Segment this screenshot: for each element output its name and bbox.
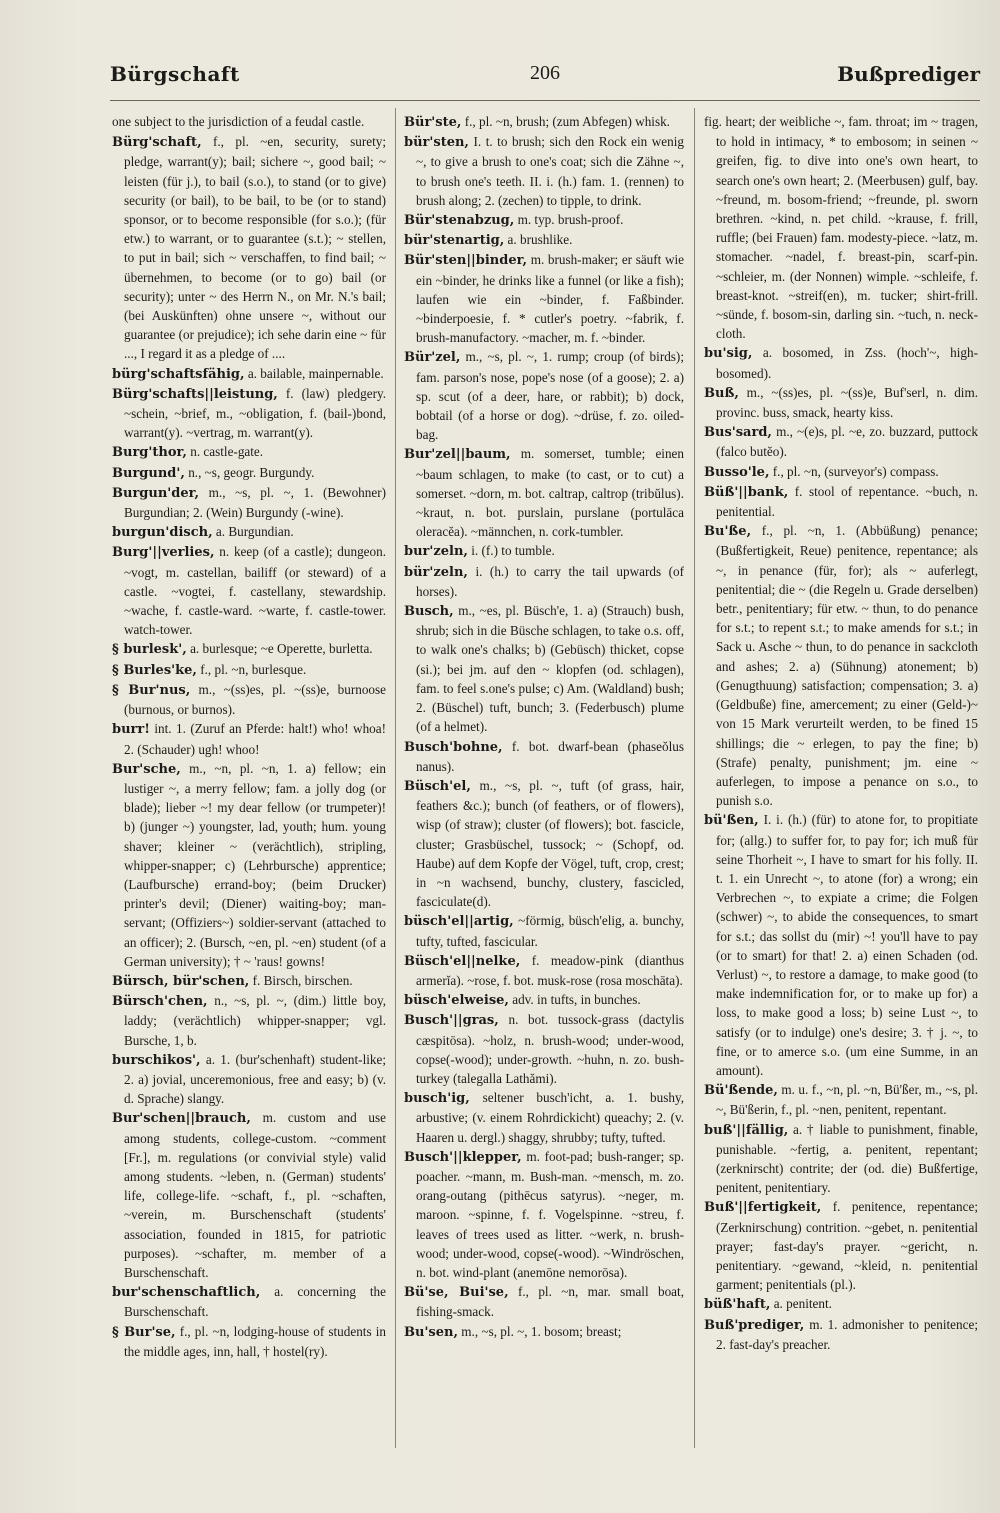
- dictionary-entry: [404, 1322, 684, 1342]
- entry-definition: f. meadow-pink (dianthus armerĭa). ~rose, f. bot. musk-rose (rosa moschāta).: [416, 952, 684, 988]
- entry-headword: buß'||fällig,: [704, 1122, 789, 1138]
- dictionary-entry: [404, 601, 684, 736]
- header-rule: [110, 100, 980, 101]
- entry-headword: bur'schenschaftlich,: [112, 1285, 261, 1301]
- entry-headword: Bur'sche,: [112, 761, 181, 777]
- entry-headword: Bür'ste,: [404, 115, 462, 130]
- entry-definition: m., ~(ss)es, pl. ~(ss)e, Buf'serl, n. dim. provinc. buss, smack, hearty kiss.: [716, 384, 978, 421]
- entry-definition: a. 1. (bur'schenhaft) student-like; 2. a) jovial, unceremonious, free and easy; b) (v. d. Sprache) slangy.: [124, 1051, 386, 1107]
- entry-definition: n., ~s, pl. ~, (dim.) little boy, laddy; (verächtlich) whipper-snapper; vgl. Bursche, 1, b.: [124, 993, 386, 1048]
- entry-definition: f. penitence, repentance; (Zerknirschung) contrition. ~gebet, n. penitential prayer; fast-day's prayer. ~gericht, n. penitentiary. ~gewand, ~kleid, n. penitential garment; penitentials (pl.).: [716, 1199, 978, 1293]
- entry-headword: Buß'prediger,: [704, 1317, 805, 1333]
- column-divider: [694, 108, 695, 1448]
- entry-definition: f., pl. ~n, (surveyor's) compass.: [772, 463, 939, 479]
- entry-headword: Buß,: [704, 385, 739, 401]
- entry-definition: f., pl. ~en, security, surety; pledge, warrant(y); bail; sichere ~, good bail; ~ leisten (für j.), to bail (s.o.), to stand (or to give) security (or bail), to be bail, to be (or to stand) sponsor, or to become responsible (for s.o.); (für etw.) to warrant, or to guarantee (s.t.); ~ stellen, to put in bail; sich ~ verschaffen, to find bail; ~ übernehmen, to become (or to go) bail (or security); unter ~ des Herrn N., on Mr. N.'s bail; (bei Auskünften) ohne unsere ~, without our guarantee (or prejudice); ich sehe darin eine ~ für ..., I regard it as a pledge of ....: [124, 134, 386, 362]
- entry-definition: m. custom and use among students, college-custom. ~comment [Fr.], m. regulations (or convivial style) valid among students. ~leben, n. (German) students' life, college-life. ~schaft, f., pl. ~schaften, ~verein, m. Burschenschaft (students' association, founded in 1815, for patriotic purposes). ~schafter, m. member of a Burschenschaft.: [124, 1110, 386, 1280]
- dictionary-entry: [404, 541, 684, 561]
- dictionary-entry: [112, 483, 386, 522]
- dictionary-entry: [112, 112, 386, 132]
- column-1: [112, 112, 386, 1452]
- entry-headword: Burg'thor,: [112, 445, 187, 461]
- entry-headword: Bü'ßende,: [704, 1083, 778, 1099]
- dictionary-entry: [404, 1282, 684, 1321]
- entry-headword: § Bur'se,: [112, 1324, 176, 1340]
- entry-headword: Büsch'el||nelke,: [404, 953, 521, 969]
- entry-headword: Bür'zel,: [404, 350, 461, 366]
- entry-headword: Büsch'el,: [404, 778, 471, 794]
- dictionary-entry: [112, 364, 386, 384]
- entry-definition: m., ~(e)s, pl. ~e, zo. buzzard, puttock (falco butĕo).: [716, 424, 978, 460]
- entry-definition: a. Burgundian.: [215, 524, 294, 540]
- entry-headword: Burg'||verlies,: [112, 545, 215, 561]
- dictionary-entry: [704, 1294, 978, 1314]
- entry-definition: m. foot-pad; bush-ranger; sp. poacher. ~mann, m. Bush-man. ~mensch, m. zo. orang-outang (pithēcus satyrus). ~neger, m. maroon. ~spinne, f. f. Vogelspinne. ~streu, f. leaves of trees used as litter. ~werk, n. brush-wood; under-wood, copse(-wood). ~Windröschen, n. bot. wind-plant (anemōne nemorōsa).: [416, 1148, 684, 1280]
- dictionary-entry: [704, 112, 978, 343]
- entry-headword: büß'haft,: [704, 1297, 771, 1313]
- entry-definition: m., ~s, pl. ~, 1. bosom; breast;: [461, 1323, 622, 1339]
- entry-headword: Bürsch'chen,: [112, 994, 208, 1010]
- entry-headword: burschikos',: [112, 1052, 201, 1068]
- entry-definition: f. stool of repentance. ~buch, n. penitential.: [716, 483, 978, 520]
- dictionary-entry: [404, 230, 684, 250]
- dictionary-entry: [404, 1147, 684, 1282]
- entry-headword: Bür'sten||binder,: [404, 253, 528, 269]
- entry-headword: burgun'disch,: [112, 525, 213, 541]
- dictionary-entry: [112, 660, 386, 680]
- dictionary-entry: [112, 1108, 386, 1282]
- page-number: 206: [530, 62, 560, 84]
- entry-headword: bu'sig,: [704, 346, 753, 362]
- entry-definition: ~förmig, büsch'elig, a. bunchy, tufty, tufted, fascicular.: [416, 913, 684, 949]
- entry-headword: bur'zeln,: [404, 544, 468, 560]
- dictionary-entry: [112, 542, 386, 639]
- entry-headword: Busch,: [404, 604, 454, 620]
- running-head-right: Bußprediger: [837, 62, 980, 86]
- entry-definition: m. brush-maker; er säuft wie ein ~binder, he drinks like a funnel (or like a fish); laufen wie ein ~binder, f. Faßbinder. ~binderpoesie, f. * cutler's poetry. ~fabrik, f. brush-manufactory. ~macher, m. f. ~binder.: [416, 252, 684, 346]
- dictionary-entry: [404, 347, 684, 444]
- entry-definition: a. bailable, mainpernable.: [247, 365, 384, 381]
- entry-definition: f. (law) pledgery. ~schein, ~brief, m., ~obligation, f. (bail-)bond, warrant(y). ~vertrag, m. warrant(y).: [124, 385, 386, 441]
- dictionary-entry: [704, 1315, 978, 1354]
- entry-headword: Bus'sard,: [704, 425, 772, 441]
- entry-definition: m., ~s, pl. ~, tuft (of grass, hair, feathers &c.); bunch (of feathers, or of flowers), wisp (of straw); cluster (of flowers); bot. fascicle, cluster; Grasbüschel, tussock; ~ (Schopf, od. Haube) auf dem Kopfe der Vögel, tuft, crop, crest; in ~n wachsend, bunchy, clustery, fascicled, fasciculate(d).: [416, 777, 684, 910]
- dictionary-entry: [704, 343, 978, 382]
- entry-headword: Burgun'der,: [112, 485, 200, 501]
- dictionary-entry: [404, 250, 684, 347]
- dictionary-entry: [404, 132, 684, 210]
- dictionary-entry: [404, 444, 684, 541]
- entry-headword: bür'zeln,: [404, 564, 468, 580]
- entry-definition: m. typ. brush-proof.: [517, 212, 624, 228]
- entry-headword: Bu'sen,: [404, 1324, 458, 1340]
- entry-definition: a. brushlike.: [507, 232, 573, 248]
- entry-definition: m., ~s, pl. ~, 1. rump; croup (of birds); fam. parson's nose, pope's nose (of a goose); 2. a) sp. scut (of a deer, hare, or rabbit); b) dock, bobtail (of a horse or dog). ~drüse, f. zo. oiled-bag.: [416, 349, 684, 443]
- entry-headword: Busso'le,: [704, 464, 770, 480]
- entry-headword: bü'ßen,: [704, 813, 759, 829]
- dictionary-entry: [112, 1282, 386, 1321]
- entry-definition: m. 1. admonisher to penitence; 2. fast-day's preacher.: [716, 1316, 978, 1352]
- entry-definition: f., pl. ~n, burlesque.: [200, 661, 307, 677]
- entry-definition: a. burlesque; ~e Operette, burletta.: [190, 641, 373, 657]
- dictionary-entry: [112, 639, 386, 659]
- entry-headword: busch'ig,: [404, 1091, 470, 1107]
- entry-headword: Bur'zel||baum,: [404, 447, 511, 463]
- dictionary-entry: [404, 1010, 684, 1088]
- entry-definition: m., ~(ss)es, pl. ~(ss)e, burnoose (burnous, or burnos).: [124, 681, 386, 718]
- entry-headword: büsch'elweise,: [404, 993, 509, 1009]
- entry-headword: burr!: [112, 722, 150, 738]
- entry-definition: m. somerset, tumble; einen ~baum schlagen, to make (to cast, or to cut) a somerset. ~dorn, m. bot. caltrap, caltrop (tribŭlus). ~kraut, n. bot. purslain, purslane (portulāca oleracĕa). ~männchen, n. cork-tumbler.: [416, 446, 684, 540]
- dictionary-entry: [704, 1080, 978, 1119]
- entry-headword: § burlesk',: [112, 642, 187, 658]
- entry-definition: n. bot. tussock-grass (dactylis cæspitōsa). ~holz, n. brush-wood; under-wood, copse(-wood); under-growth. ~huhn, n. zo. bush-turkey (talegalla Lathămi).: [416, 1012, 684, 1086]
- dictionary-entry: [704, 462, 978, 482]
- entry-definition: f. Birsch, birschen.: [252, 972, 353, 988]
- entry-definition: f., pl. ~n, lodging-house of students in the middle ages, inn, hall, † hostel(ry).: [124, 1323, 386, 1359]
- entry-definition: I. i. (h.) (für) to atone for, to propitiate for; (allg.) to suffer for, to pay for; ich muß für seine Thorheit ~, I have to smart for his folly. II. t. 1. ein Unrecht ~, to atone (for) a wrong; ein Verbrechen ~, to expiate a crime; die Folgen (schwer) ~, to abide the consequences, to smart for s.t.; das sollst du (mir) ~! you'll have to pay (or to smart) for that! 2. a) einen Schaden (od. Verlust) ~, to restore a damage, to make good (to make indemnification for, or to make up for) a loss, to make good a loss; b) seine Lust ~, to satisfy (or to indulge) one's desire; 3. † j. ~, to fine, or to amerce s.o. (um eine Summe, in an amount).: [716, 812, 978, 1078]
- entry-definition: a. † liable to punishment, finable, punishable. ~fertig, a. penitent, repentant; (zerknirscht) contrite; der (od. die) Bußfertige, penitent, penitentiary.: [716, 1121, 978, 1196]
- entry-definition: n. castle-gate.: [190, 444, 264, 460]
- page-header: [110, 62, 980, 94]
- dictionary-entry: [112, 1322, 386, 1361]
- entry-definition: f. bot. dwarf-bean (phaseŏlus nanus).: [416, 738, 684, 774]
- entry-definition: f., pl. ~n, brush; (zum Abfegen) whisk.: [464, 114, 670, 129]
- entry-headword: Bürsch, bür'schen,: [112, 973, 250, 989]
- dictionary-entry: [704, 810, 978, 1080]
- dictionary-entry: [112, 759, 386, 971]
- dictionary-entry: [112, 719, 386, 758]
- entry-definition: m., ~s, pl. ~, 1. (Bewohner) Burgundian; 2. (Wein) Burgundy (-wine).: [124, 484, 386, 521]
- entry-headword: bür'stenartig,: [404, 233, 505, 249]
- entry-headword: Bur'schen||brauch,: [112, 1111, 251, 1127]
- entry-headword: Busch'bohne,: [404, 739, 503, 755]
- dictionary-entry: [404, 562, 684, 601]
- column-divider: [395, 108, 396, 1448]
- dictionary-entry: [704, 521, 978, 810]
- dictionary-entry: [704, 1197, 978, 1294]
- entry-headword: Buß'||fertigkeit,: [704, 1200, 822, 1216]
- entry-definition: fig. heart; der weibliche ~, fam. throat; im ~ tragen, to hold in intimacy, * to embosom; in seinen ~ greifen, fig. to dive into one's own heart, to search one's own heart; 2. (Meerbusen) gulf, bay. ~freund, m. bosom-friend; ~freunde, pl. sworn brethren. ~kind, n. pet child. ~krause, f. frill, ruffle; (bei Frauen) fam. modesty-piece. ~latz, m. stomacher. ~nadel, f. breast-pin, scarf-pin. ~schleier, m. (der Nonnen) wimple. ~schleife, f. breast-knot. ~streif(en), m. tucker; shirt-frill. ~sünde, f. bosom-sin, darling sin. ~tuch, n. neck-cloth.: [704, 114, 978, 342]
- entry-definition: seltener busch'icht, a. 1. bushy, arbustive; (v. einem Rohrdickicht) queachy; 2. (v. Haaren u. dergl.) shaggy, shrubby; tufty, tufted.: [416, 1090, 684, 1145]
- entry-definition: m. u. f., ~n, pl. ~n, Bü'ßer, m., ~s, pl. ~, Bü'ßerin, f., pl. ~nen, penitent, repentant.: [716, 1082, 978, 1118]
- entry-definition: a. bosomed, in Zss. (hoch'~, high-bosomed).: [716, 345, 978, 381]
- column-2: [404, 112, 684, 1452]
- entry-definition: one subject to the jurisdiction of a feudal castle.: [112, 114, 365, 129]
- dictionary-entry: [112, 442, 386, 462]
- entry-definition: i. (h.) to carry the tail upwards (of horses).: [416, 563, 684, 599]
- entry-headword: bürg'schaftsfähig,: [112, 366, 245, 382]
- dictionary-entry: [704, 383, 978, 422]
- dictionary-entry: [404, 112, 684, 132]
- entry-headword: Bu'ße,: [704, 524, 752, 540]
- entry-headword: Bürg'schaft,: [112, 135, 202, 151]
- dictionary-entry: [112, 463, 386, 483]
- entry-definition: m., ~n, pl. ~n, 1. a) fellow; ein lustiger ~, a merry fellow; fam. a jolly dog (or blade); lieber ~! my dear fellow (or trumpeter)! b) (junger ~) youngster, lad, youth; hum. young shaver; kleiner ~ (verächtlich), stripling, whipper-snapper; c) (Lehrbursche) apprentice; (Laufbursche) errand-boy; (beim Drucker) printer's devil; (Diener) waiting-boy; man-servant; (Offiziers~) soldier-servant (attached to an officer); 2. (Bursch, ~en, pl. ~en) student (of a German university); † ~ 'raus! gowns!: [124, 760, 386, 969]
- dictionary-entry: [404, 911, 684, 950]
- entry-headword: Bür'stenabzug,: [404, 213, 515, 229]
- entry-definition: n., ~s, geogr. Burgundy.: [188, 464, 315, 480]
- dictionary-entry: [112, 384, 386, 443]
- dictionary-entry: [404, 210, 684, 230]
- dictionary-entry: [404, 990, 684, 1010]
- entry-definition: a. concerning the Burschenschaft.: [124, 1284, 386, 1320]
- entry-headword: Busch'||klepper,: [404, 1149, 522, 1165]
- entry-headword: § Bur'nus,: [112, 682, 191, 698]
- entry-definition: i. (f.) to tumble.: [471, 543, 555, 559]
- dictionary-entry: [404, 951, 684, 990]
- entry-headword: büsch'el||artig,: [404, 914, 514, 930]
- dictionary-entry: [112, 1050, 386, 1109]
- entry-headword: Busch'||gras,: [404, 1013, 499, 1029]
- dictionary-entry: [112, 971, 386, 991]
- entry-definition: adv. in tufts, in bunches.: [512, 992, 641, 1008]
- running-head-left: Bürgschaft: [110, 62, 240, 86]
- entry-headword: § Burles'ke,: [112, 662, 197, 678]
- dictionary-entry: [704, 482, 978, 521]
- entry-definition: m., ~es, pl. Büsch'e, 1. a) (Strauch) bush, shrub; sich in die Büsche schlagen, to take o.s. off, to walk one's chalks; b) (Gebüsch) thicket, copse (si.); bei jm. auf den ~ klopfen (od. schlagen), fam. to feel s.one's pulse; c) Am. (Waldland) bush; 2. (Büschel) tuft, bunch; 3. (Federbusch) plume (of a helmet).: [416, 603, 684, 735]
- entry-definition: int. 1. (Zuruf an Pferde: halt!) who! whoa! 2. (Schauder) ugh! whoo!: [124, 721, 386, 757]
- entry-definition: a. penitent.: [773, 1296, 832, 1312]
- entry-definition: f., pl. ~n, mar. small boat, fishing-smack.: [416, 1284, 684, 1320]
- entry-headword: bür'sten,: [404, 135, 469, 151]
- dictionary-entry: [404, 776, 684, 911]
- entry-headword: Bürg'schafts||leistung,: [112, 386, 278, 402]
- entry-headword: Büß'||bank,: [704, 484, 789, 500]
- dictionary-entry: [112, 522, 386, 542]
- entry-headword: Burgund',: [112, 465, 185, 481]
- entry-definition: n. keep (of a castle); dungeon. ~vogt, m. castellan, bailiff (or steward) of a castle. ~vogtei, f. castellany, stewardship. ~wache, f. castle-ward. ~warte, f. castle-tower. watch-tower.: [124, 544, 386, 638]
- entry-definition: f., pl. ~n, 1. (Abbüßung) penance; (Bußfertigkeit, Reue) penitence, repentance; als ~, in penance (für, for); als ~ auferlegt, penitential; die ~ (die Regeln u. Grade derselben) betr., penitentiary; für etw. ~ thun, to do penance for s.t.; to repent s.t.; to make amends for s.t.; in Sack u. Asche ~ thun, to do penance in sackcloth and ashes; 2. a) (Sühnung) atonement; b) (Genugthuung) satisfaction; compensation; 3. a) (Geldbuße) fine, amercement; zu einer (Geld-)~ von 15 Mark verurteilt werden, to be fined 15 shillings; die ~ erlegen, to pay the fine; b) (Strafe) penalty, punishment; jm. eine ~ auferlegen, to impose a penance on s.o., to punish s.o.: [716, 523, 978, 809]
- dictionary-entry: [404, 737, 684, 776]
- dictionary-entry: [112, 991, 386, 1050]
- dictionary-entry: [704, 1120, 978, 1198]
- dictionary-entry: [112, 132, 386, 363]
- entry-definition: I. t. to brush; sich den Rock ein wenig ~, to give a brush to one's coat; sich die Zähne ~, to brush one's teeth. II. i. (h.) fam. 1. (rennen) to brush along; 2. (zechen) to tipple, to drink.: [416, 134, 684, 208]
- dictionary-entry: [112, 680, 386, 719]
- dictionary-entry: [704, 422, 978, 461]
- dictionary-entry: [404, 1088, 684, 1147]
- column-3: [704, 112, 978, 1452]
- entry-headword: Bü'se, Bui'se,: [404, 1285, 509, 1301]
